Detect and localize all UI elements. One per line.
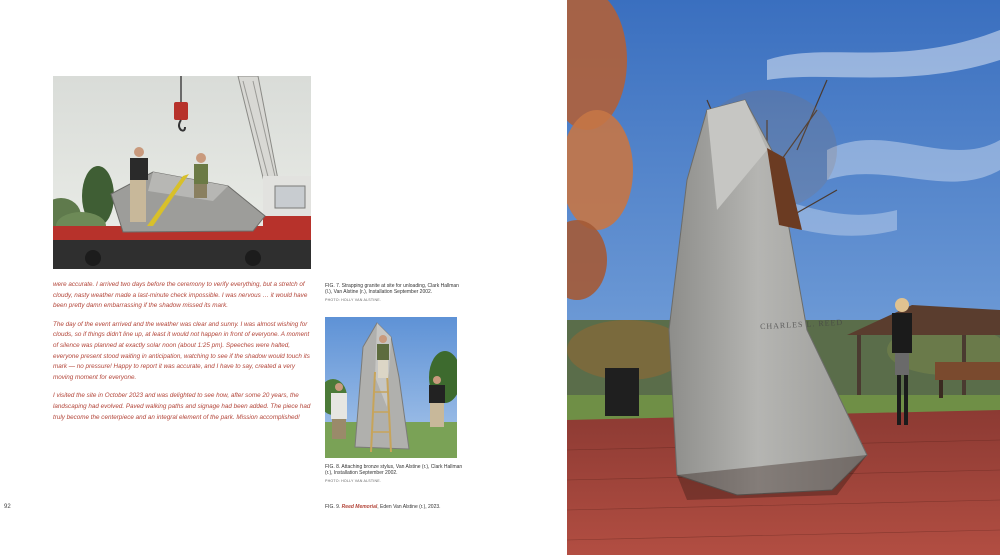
photo-crane-unloading-granite <box>53 76 311 269</box>
photo-attaching-bronze-stylus <box>325 317 457 458</box>
caption-fig9-prefix: FIG. 9. <box>325 504 341 510</box>
body-paragraph: were accurate. I arrived two days before the ceremony to verify everything, but a stretch of cloudy, nasty weather made a last-minute check impossible. I was nervous … it would have been pretty damn embarrassing if the shadow missed its mark. <box>53 281 308 310</box>
caption-fig9-suffix: , Eden Van Alstine (r.), 2023. <box>377 504 441 510</box>
caption-fig8 <box>325 464 465 484</box>
photo-reed-memorial <box>567 0 1000 555</box>
caption-fig7 <box>325 283 465 303</box>
stone-inscription: CHARLES L. REED <box>759 317 844 332</box>
body-text <box>53 280 311 431</box>
body-paragraph: I visited the site in October 2023 and was delighted to see how, after some 20 years, the landscaping had evolved. Paved walking paths and signage had been added. The piece had truly become the centerpiece and an integral element of the park. Mission accomplished! <box>53 392 311 421</box>
caption-fig8-text: FIG. 8. Attaching bronze stylus, Van Alstine (r.), Clark Hallman (r.), Installation September 2002. <box>325 464 463 477</box>
caption-fig7-text: FIG. 7. Strapping granite at site for unloading, Clark Hallman (l.), Van Alstine (r.), Installation September 2002. <box>325 283 459 296</box>
page-number: 92 <box>4 504 11 510</box>
body-paragraph: The day of the event arrived and the weather was clear and sunny. I was almost wishing for clouds, so if things didn't line up, at least it would not happen in front of everyone. A moment of silence was planned at exactly solar noon (about 1:25 pm). Speeches were halted, everyone present stood waiting in anticipation, watching to see if the shadow would touch its mark — no pressure! Happy to report it was accurate, and I have to say, created a very moving moment for everyone. <box>53 320 310 381</box>
caption-fig7-credit: PHOTO: HOLLY VAN ALSTINE. <box>325 297 382 302</box>
caption-fig9 <box>325 504 465 510</box>
caption-fig9-title: Reed Memorial <box>341 504 378 510</box>
caption-fig8-credit: PHOTO: HOLLY VAN ALSTINE. <box>325 478 382 483</box>
